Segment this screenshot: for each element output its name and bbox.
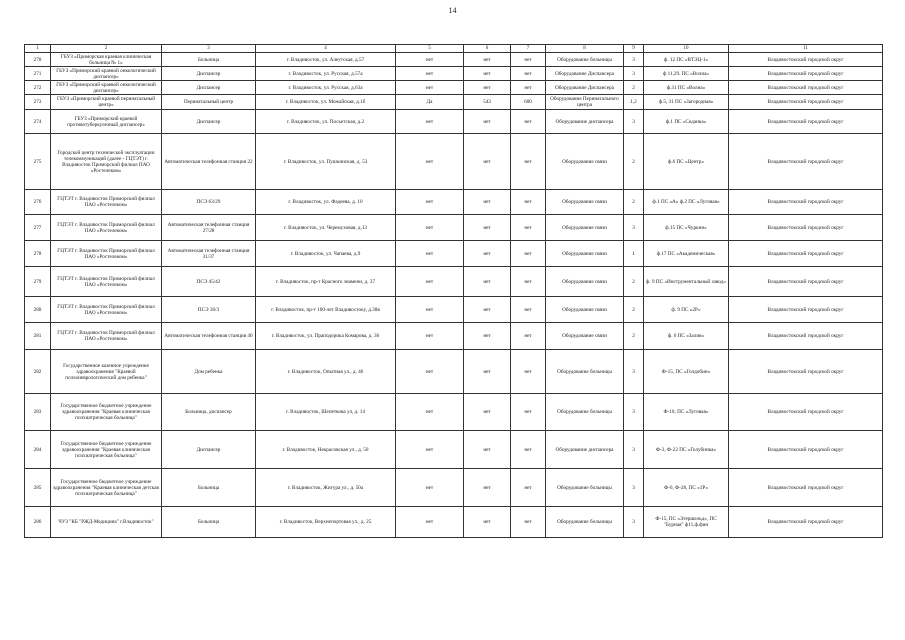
category-cell: 1,2	[624, 95, 644, 110]
organization-cell: ГЦТЭТ г. Владивосток Приморский филиал ПАО «Ростелеком»	[51, 323, 162, 350]
feeder-cell: ф. 12 ПС «ВТЭЦ-1»	[644, 53, 729, 67]
table-row	[25, 297, 883, 323]
organization-cell: ГБУЗ «Приморская краевая клиническая больница № 1»	[51, 53, 162, 67]
table-header-row	[25, 45, 883, 53]
address-cell: г. Владивосток, Некрасовская ул., д. 50	[256, 431, 396, 469]
organization-cell: ГБУЗ «Приморский краевой противотуберкулезный диспансер»	[51, 110, 162, 134]
facility-type-cell: ПСЭ 63/29	[162, 190, 256, 215]
row-number-cell: 285	[25, 469, 51, 507]
address-cell: г. Владивосток, пр-т Красного знамени, д. 37	[256, 267, 396, 297]
col6-cell: нет	[464, 53, 511, 67]
table-row	[25, 323, 883, 350]
row-number-cell: 284	[25, 431, 51, 469]
col6-cell: нет	[464, 323, 511, 350]
equipment-cell: Оборудование связи	[546, 323, 624, 350]
equipment-cell: Оборудование Диспансера	[546, 81, 624, 95]
district-cell: Владивостокский городской округ	[729, 95, 883, 110]
equipment-cell: Оборудование связи	[546, 190, 624, 215]
table-row	[25, 469, 883, 507]
feeder-cell: Ф-6, Ф-28, ПС «1Р»	[644, 469, 729, 507]
organization-cell: ЧУЗ "КБ "РЖД-Медицина" г.Владивосток"	[51, 507, 162, 538]
address-cell: г. Владивосток, ул. Алеутская, д.57	[256, 53, 396, 67]
address-cell: г. Владивосток, ул. Чапаева, д.9	[256, 241, 396, 267]
col7-cell: нет	[511, 297, 546, 323]
address-cell: г. Владивосток, ул. Фадеева, д. 10	[256, 190, 396, 215]
district-cell: Владивостокский городской округ	[729, 190, 883, 215]
row-number-cell: 272	[25, 81, 51, 95]
table-row	[25, 350, 883, 394]
col5-cell: нет	[396, 110, 464, 134]
col6-cell: нет	[464, 134, 511, 190]
address-cell: г. Владивосток, ул. Посьетская, д.2	[256, 110, 396, 134]
facility-type-cell: Больница	[162, 507, 256, 538]
col6-cell: 543	[464, 95, 511, 110]
table-row	[25, 110, 883, 134]
organization-cell: Государственное казенное учреждение здравоохранения "Краевой психоневрологический дом ребенка"	[51, 350, 162, 394]
facility-type-cell: Больница, диспансер	[162, 394, 256, 431]
col5-cell: нет	[396, 507, 464, 538]
col7-cell: нет	[511, 67, 546, 81]
col5-cell: нет	[396, 81, 464, 95]
col5-cell: нет	[396, 190, 464, 215]
row-number-cell: 280	[25, 297, 51, 323]
table-row	[25, 431, 883, 469]
organization-cell: ГБУЗ «Приморский краевой онкологический диспансер»	[51, 67, 162, 81]
col7-cell: нет	[511, 215, 546, 241]
address-cell: г. Владивосток, ул. Праподорика Комарова, д. 36	[256, 323, 396, 350]
address-cell: г. Владивосток, ул. Можайская, д.1б	[256, 95, 396, 110]
row-number-cell: 282	[25, 350, 51, 394]
district-cell: Владивостокский городской округ	[729, 507, 883, 538]
col7-cell: нет	[511, 507, 546, 538]
equipment-cell: Оборудование Перинатального центра	[546, 95, 624, 110]
col5-cell: нет	[396, 53, 464, 67]
facility-type-cell: Больница	[162, 53, 256, 67]
category-cell: 3	[624, 53, 644, 67]
equipment-cell: Оборудование больницы	[546, 53, 624, 67]
table-row	[25, 134, 883, 190]
header-cell: 5	[396, 45, 464, 53]
col7-cell: 600	[511, 95, 546, 110]
category-cell: 3	[624, 350, 644, 394]
table-row	[25, 81, 883, 95]
facility-type-cell: Диспансер	[162, 110, 256, 134]
equipment-cell: Оборудование диспансера	[546, 110, 624, 134]
feeder-cell: ф.1 ПС «А» ф.2 ПС «Луговая»	[644, 190, 729, 215]
table-row	[25, 190, 883, 215]
feeder-cell: Ф-3, Ф-22 ПС «Голубинка»	[644, 431, 729, 469]
col7-cell: нет	[511, 350, 546, 394]
category-cell: 3	[624, 215, 644, 241]
feeder-cell: ф.17 ПС «Академическая»	[644, 241, 729, 267]
address-cell: г. Владивосток, Жигура ул., д. 50а	[256, 469, 396, 507]
category-cell: 2	[624, 190, 644, 215]
data-table	[24, 44, 883, 538]
feeder-cell: Ф-10, ПС «Луговая»	[644, 394, 729, 431]
facility-type-cell: Автоматическая телефонная станция 27/28	[162, 215, 256, 241]
table-row	[25, 67, 883, 81]
address-cell: г. Владивосток, ул. Русская, д.63а	[256, 81, 396, 95]
facility-type-cell: Диспансер	[162, 67, 256, 81]
row-number-cell: 281	[25, 323, 51, 350]
col7-cell: нет	[511, 431, 546, 469]
col6-cell: нет	[464, 67, 511, 81]
organization-cell: Государственное бюджетное учреждение здравоохранения "Краевая клиническая психиатрическая больница"	[51, 431, 162, 469]
header-cell: 10	[644, 45, 729, 53]
col7-cell: нет	[511, 267, 546, 297]
organization-cell: ГЦТЭТ г. Владивосток Приморский филиал ПАО «Ростелеком»	[51, 190, 162, 215]
address-cell: г. Владивосток, ул. Пушкинская, д. 53	[256, 134, 396, 190]
facility-type-cell: Автоматическая телефонная станция 22	[162, 134, 256, 190]
row-number-cell: 274	[25, 110, 51, 134]
address-cell: г. Владивосток, ул. Черемуховая, д.13	[256, 215, 396, 241]
equipment-cell: Оборудование больницы	[546, 469, 624, 507]
col5-cell: нет	[396, 323, 464, 350]
col5-cell: нет	[396, 67, 464, 81]
organization-cell: Городской центр технической эксплуатации телекоммуникаций (далее - ГЦТЭТ) г. Владивосток Приморский филиал ПАО «Ростелеком»	[51, 134, 162, 190]
facility-type-cell: Больница	[162, 469, 256, 507]
col5-cell: нет	[396, 394, 464, 431]
district-cell: Владивостокский городской округ	[729, 215, 883, 241]
table-row	[25, 267, 883, 297]
header-cell: 6	[464, 45, 511, 53]
address-cell: г. Владивосток, ул. Русская, д.57а	[256, 67, 396, 81]
category-cell: 1	[624, 241, 644, 267]
col6-cell: нет	[464, 215, 511, 241]
district-cell: Владивостокский городской округ	[729, 67, 883, 81]
category-cell: 3	[624, 469, 644, 507]
feeder-cell: ф.5, 31 ПС «Загородная»	[644, 95, 729, 110]
district-cell: Владивостокский городской округ	[729, 394, 883, 431]
organization-cell: ГБУЗ «Приморский краевой онкологический диспансер»	[51, 81, 162, 95]
row-number-cell: 279	[25, 267, 51, 297]
feeder-cell: Ф-15, ПС «Голдобин»	[644, 350, 729, 394]
row-number-cell: 283	[25, 394, 51, 431]
equipment-cell: Оборудование диспансера	[546, 431, 624, 469]
equipment-cell: Оборудование больницы	[546, 350, 624, 394]
organization-cell: Государственное бюджетное учреждение здравоохранения "Краевая клиническая детская психиатрическая больница"	[51, 469, 162, 507]
col5-cell: нет	[396, 134, 464, 190]
district-cell: Владивостокский городской округ	[729, 297, 883, 323]
header-cell: 3	[162, 45, 256, 53]
category-cell: 2	[624, 81, 644, 95]
category-cell: 3	[624, 394, 644, 431]
col7-cell: нет	[511, 469, 546, 507]
district-cell: Владивостокский городской округ	[729, 431, 883, 469]
feeder-cell: ф. 9 ПС «Инструментальный завод»	[644, 267, 729, 297]
equipment-cell: Оборудование связи	[546, 241, 624, 267]
col6-cell: нет	[464, 267, 511, 297]
equipment-cell: Оборудование связи	[546, 134, 624, 190]
category-cell: 3	[624, 431, 644, 469]
col5-cell: нет	[396, 431, 464, 469]
category-cell: 3	[624, 67, 644, 81]
table-row	[25, 394, 883, 431]
feeder-cell: ф.1 ПС «Седанка»	[644, 110, 729, 134]
district-cell: Владивостокский городской округ	[729, 350, 883, 394]
col6-cell: нет	[464, 81, 511, 95]
header-cell: 9	[624, 45, 644, 53]
feeder-cell: ф.6 ПС «Центр»	[644, 134, 729, 190]
organization-cell: Государственное бюджетное учреждение здравоохранения "Краевая клиническая психиатрическая больница"	[51, 394, 162, 431]
category-cell: 3	[624, 507, 644, 538]
row-number-cell: 276	[25, 190, 51, 215]
header-cell: 1	[25, 45, 51, 53]
organization-cell: ГЦТЭТ г. Владивосток Приморский филиал ПАО «Ростелеком»	[51, 267, 162, 297]
table-row	[25, 53, 883, 67]
address-cell: г. Владивосток, Шепеткова ул, д. 14	[256, 394, 396, 431]
col6-cell: нет	[464, 431, 511, 469]
col6-cell: нет	[464, 350, 511, 394]
col5-cell: нет	[396, 267, 464, 297]
col6-cell: нет	[464, 394, 511, 431]
feeder-cell: Ф-15, ПС «Эгершельд», ПС "Бурная" ф11,ф.фин	[644, 507, 729, 538]
district-cell: Владивостокский городской округ	[729, 469, 883, 507]
organization-cell: ГБУЗ «Приморский краевой перинатальный центр»	[51, 95, 162, 110]
equipment-cell: Оборудование Диспансера	[546, 67, 624, 81]
header-cell: 11	[729, 45, 883, 53]
table-row	[25, 507, 883, 538]
row-number-cell: 277	[25, 215, 51, 241]
facility-type-cell: Автоматическая телефонная станция 31/37	[162, 241, 256, 267]
feeder-cell: ф. 9 ПС «2Р»	[644, 297, 729, 323]
address-cell: г. Владивосток, Опытная ул., д. 46	[256, 350, 396, 394]
facility-type-cell: Диспансер	[162, 81, 256, 95]
header-cell: 2	[51, 45, 162, 53]
col7-cell: нет	[511, 110, 546, 134]
row-number-cell: 275	[25, 134, 51, 190]
col6-cell: нет	[464, 507, 511, 538]
facility-type-cell: Дом ребенка	[162, 350, 256, 394]
col7-cell: нет	[511, 323, 546, 350]
category-cell: 2	[624, 134, 644, 190]
equipment-cell: Оборудование связи	[546, 297, 624, 323]
row-number-cell: 286	[25, 507, 51, 538]
col6-cell: нет	[464, 190, 511, 215]
col6-cell: нет	[464, 297, 511, 323]
organization-cell: ГЦТЭТ г. Владивосток Приморский филиал ПАО «Ростелеком»	[51, 215, 162, 241]
district-cell: Владивостокский городской округ	[729, 53, 883, 67]
facility-type-cell: Перинатальный центр	[162, 95, 256, 110]
district-cell: Владивостокский городской округ	[729, 81, 883, 95]
col7-cell: нет	[511, 190, 546, 215]
row-number-cell: 270	[25, 53, 51, 67]
category-cell: 3	[624, 110, 644, 134]
facility-type-cell: Автоматическая телефонная станция 40	[162, 323, 256, 350]
category-cell: 2	[624, 267, 644, 297]
col7-cell: нет	[511, 394, 546, 431]
feeder-cell: ф 11,29. ПС «Волна»	[644, 67, 729, 81]
col7-cell: нет	[511, 241, 546, 267]
facility-type-cell: ПСЭ 36/3	[162, 297, 256, 323]
header-cell: 4	[256, 45, 396, 53]
col7-cell: нет	[511, 81, 546, 95]
equipment-cell: Оборудование больницы	[546, 507, 624, 538]
feeder-cell: ф. 6 ПС «Залив»	[644, 323, 729, 350]
col5-cell: нет	[396, 297, 464, 323]
row-number-cell: 273	[25, 95, 51, 110]
district-cell: Владивостокский городской округ	[729, 134, 883, 190]
page-number: 14	[448, 6, 457, 15]
col5-cell: нет	[396, 469, 464, 507]
facility-type-cell: ПСЭ 45/42	[162, 267, 256, 297]
table-row	[25, 241, 883, 267]
district-cell: Владивостокский городской округ	[729, 323, 883, 350]
address-cell: г. Владивосток, Верхнепортовая ул., д. 25	[256, 507, 396, 538]
district-cell: Владивостокский городской округ	[729, 241, 883, 267]
col6-cell: нет	[464, 469, 511, 507]
district-cell: Владивостокский городской округ	[729, 110, 883, 134]
facility-type-cell: Диспансер	[162, 431, 256, 469]
category-cell: 2	[624, 297, 644, 323]
organization-cell: ГЦТЭТ г. Владивосток Приморский филиал ПАО «Ростелеком»	[51, 297, 162, 323]
col7-cell: нет	[511, 53, 546, 67]
equipment-cell: Оборудование связи	[546, 267, 624, 297]
header-cell: 8	[546, 45, 624, 53]
equipment-cell: Оборудование больницы	[546, 394, 624, 431]
feeder-cell: ф.31 ПС «Волна»	[644, 81, 729, 95]
header-cell: 7	[511, 45, 546, 53]
organization-cell: ГЦТЭТ г. Владивосток Приморский филиал ПАО «Ростелеком»	[51, 241, 162, 267]
district-cell: Владивостокский городской округ	[729, 267, 883, 297]
row-number-cell: 278	[25, 241, 51, 267]
category-cell: 2	[624, 323, 644, 350]
col6-cell: нет	[464, 110, 511, 134]
col5-cell: нет	[396, 215, 464, 241]
table-row	[25, 95, 883, 110]
feeder-cell: ф.15 ПС «Чуркин»	[644, 215, 729, 241]
table-row	[25, 215, 883, 241]
col7-cell: нет	[511, 134, 546, 190]
col6-cell: нет	[464, 241, 511, 267]
col5-cell: Да	[396, 95, 464, 110]
col5-cell: нет	[396, 241, 464, 267]
col5-cell: нет	[396, 350, 464, 394]
equipment-cell: Оборудование связи	[546, 215, 624, 241]
address-cell: г. Владивосток, пр-т 100-лет Владивостоку, д.38в	[256, 297, 396, 323]
row-number-cell: 271	[25, 67, 51, 81]
